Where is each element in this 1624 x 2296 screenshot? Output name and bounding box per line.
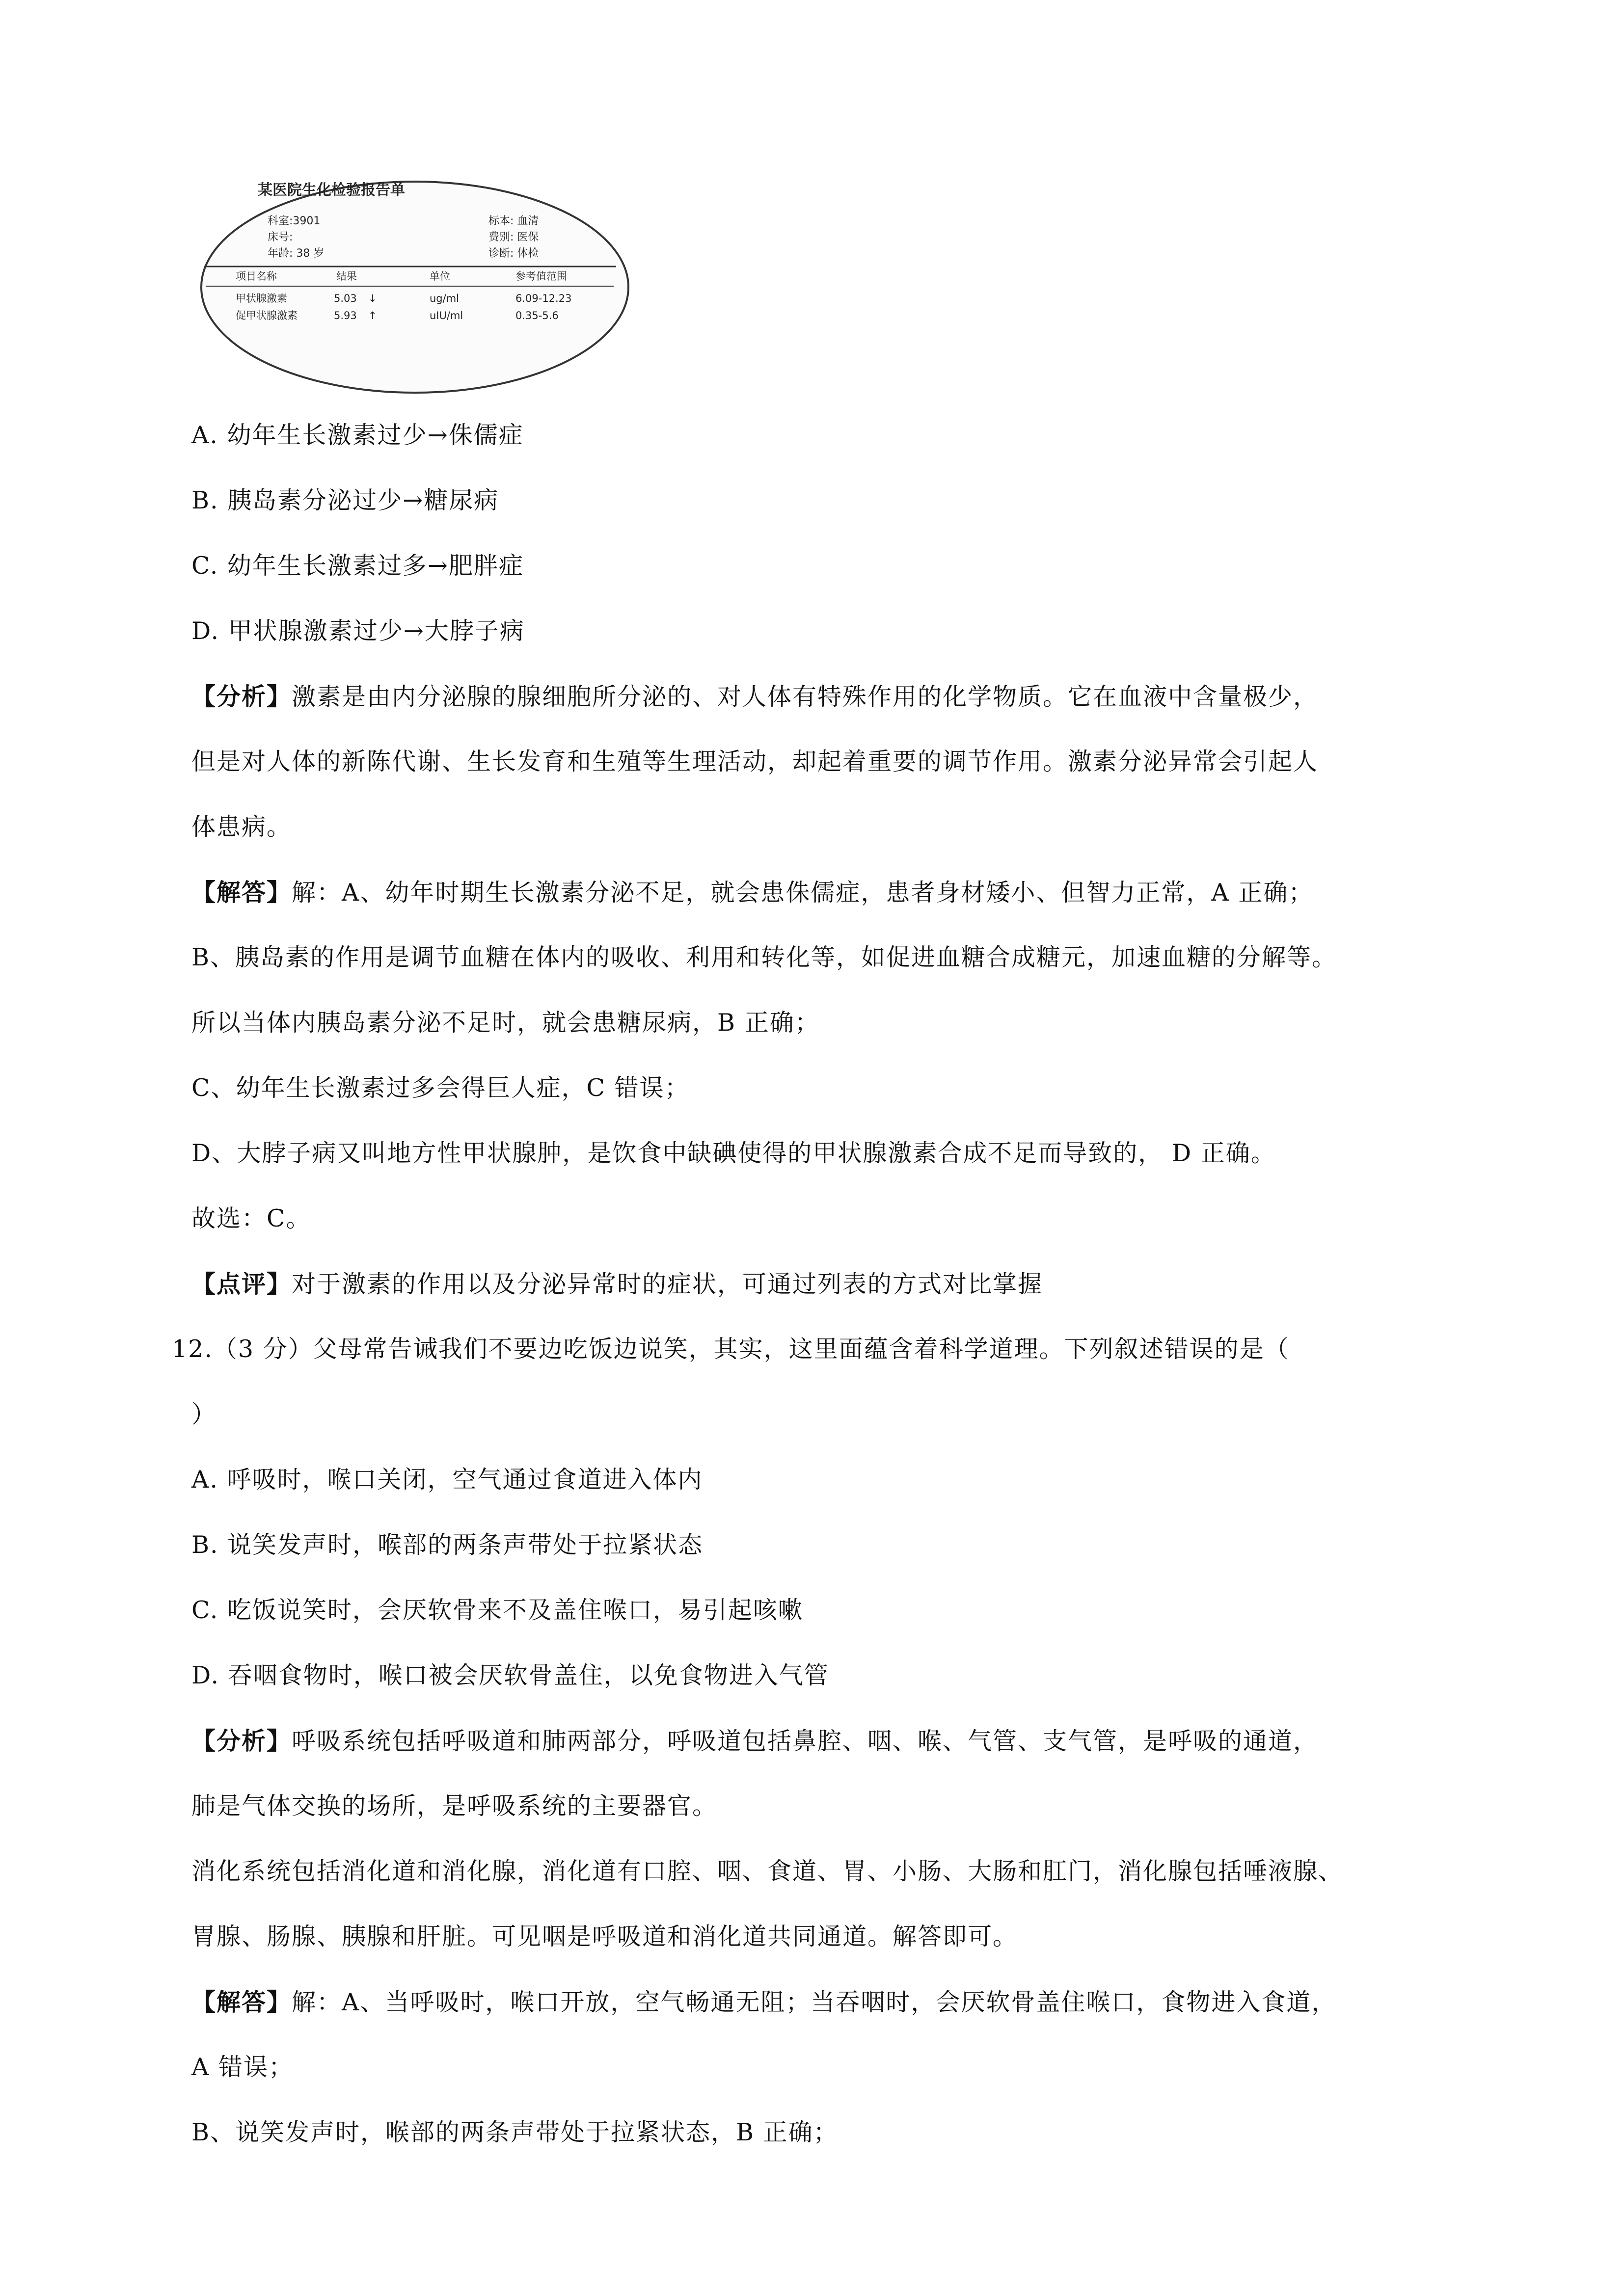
q11-answer-line [191, 875, 1313, 910]
q12-analysis-line: 消化系统包括消化道和消化腺，消化道有口腔、咽、食道、胃、小肠、大肠和肛门，消化腺包括唾液腺、 [191, 1857, 1344, 1885]
q12-option-b: B. 说笑发声时，喉部的两条声带处于拉紧状态 [191, 1531, 704, 1559]
q11-answer-line: D、大脖子病又叫地方性甲状腺肿，是饮食中缺碘使得的甲状腺激素合成不足而导致的， D 正确。 [191, 1139, 1276, 1167]
q12-option-a: A. 呼吸时，喉口关闭，空气通过食道进入体内 [191, 1466, 703, 1494]
q11-answer-line: C、幼年生长激素过多会得巨人症，C 错误； [191, 1074, 690, 1102]
q12-answer-line: A 错误； [191, 2053, 294, 2081]
q11-option-c: C. 幼年生长激素过多→肥胖症 [191, 552, 524, 580]
answer-text: 解：A、幼年时期生长激素分泌不足，就会患侏儒症，患者身材矮小、但智力正常，A 正确； [292, 879, 1314, 907]
q11-answer-line: 故选：C。 [191, 1204, 311, 1232]
report-header-unit: 单位 [430, 270, 450, 282]
report-row-flag: ↑ [368, 310, 377, 321]
report-row-ref: 6.09-12.23 [515, 293, 572, 304]
report-row-name: 甲状腺激素 [236, 293, 287, 304]
analysis-tag: 【分析】 [191, 1727, 292, 1755]
q12-analysis-line: 肺是气体交换的场所，是呼吸系统的主要器官。 [191, 1792, 718, 1820]
q11-option-b: B. 胰岛素分泌过少→糖尿病 [191, 486, 499, 514]
report-row-name: 促甲状腺激素 [236, 310, 298, 321]
review-tag: 【点评】 [191, 1270, 292, 1298]
lab-report-image [199, 179, 631, 395]
q12-answer-line: B、说笑发声时，喉部的两条声带处于拉紧状态，B 正确； [191, 2118, 839, 2146]
q11-option-a: A. 幼年生长激素过少→侏儒症 [191, 421, 524, 449]
q11-analysis-line: 体患病。 [191, 813, 292, 841]
report-row-result: 5.93 [334, 310, 357, 321]
report-age: 年龄: 38 岁 [268, 247, 325, 260]
answer-tag: 【解答】 [191, 878, 292, 907]
report-row-result: 5.03 [334, 293, 357, 304]
q11-analysis-line: 但是对人体的新陈代谢、生长发育和生殖等生理活动，却起着重要的调节作用。激素分泌异常会引起人 [191, 748, 1319, 775]
answer-tag: 【解答】 [191, 1988, 292, 2016]
q12-answer-line [191, 1985, 1336, 2020]
report-header-ref: 参考值范围 [515, 270, 567, 282]
q11-option-d: D. 甲状腺激素过少→大脖子病 [191, 617, 525, 645]
analysis-tag: 【分析】 [191, 682, 292, 711]
report-bed: 床号: [268, 231, 293, 243]
report-row-unit: ug/ml [430, 293, 460, 304]
report-header-name: 项目名称 [236, 270, 277, 282]
q12-stem: 12.（3 分）父母常告诫我们不要边吃饭边说笑，其实，这里面蕴含着科学道理。下列叙述错误的是（ [172, 1335, 1290, 1363]
q12-option-c: C. 吃饭说笑时，会厌软骨来不及盖住喉口，易引起咳嗽 [191, 1596, 803, 1624]
answer-text: 解：A、当呼吸时，喉口开放，空气畅通无阻；当吞咽时，会厌软骨盖住喉口，食物进入食道， [292, 1988, 1337, 2016]
report-header-result: 结果 [336, 270, 357, 282]
q12-stem-end: ） [191, 1400, 217, 1428]
review-text: 对于激素的作用以及分泌异常时的症状，可通过列表的方式对比掌握 [292, 1270, 1043, 1298]
report-dept: 科室:3901 [268, 215, 321, 227]
q11-analysis-line [191, 679, 1318, 714]
q11-answer-line: B、胰岛素的作用是调节血糖在体内的吸收、利用和转化等，如促进血糖合成糖元，加速血糖的分解等。 [191, 943, 1337, 971]
report-payment: 费别: 医保 [488, 231, 539, 243]
q12-option-d: D. 吞咽食物时，喉口被会厌软骨盖住，以免食物进入气管 [191, 1661, 829, 1689]
q11-answer-line: 所以当体内胰岛素分泌不足时，就会患糖尿病，B 正确； [191, 1009, 820, 1037]
report-row-ref: 0.35-5.6 [515, 310, 559, 321]
analysis-text: 呼吸系统包括呼吸道和肺两部分，呼吸道包括鼻腔、咽、喉、气管、支气管，是呼吸的通道， [292, 1727, 1319, 1755]
q11-review-line [191, 1267, 1043, 1302]
q12-analysis-line: 胃腺、肠腺、胰腺和肝脏。可见咽是呼吸道和消化道共同通道。解答即可。 [191, 1922, 1018, 1950]
analysis-text: 激素是由内分泌腺的腺细胞所分泌的、对人体有特殊作用的化学物质。它在血液中含量极少， [292, 683, 1319, 711]
q12-analysis-line [191, 1724, 1318, 1759]
report-row-flag: ↓ [368, 293, 377, 304]
report-specimen: 标本: 血清 [488, 215, 539, 227]
report-row-unit: uIU/ml [430, 310, 463, 321]
report-title: 某医院生化检验报告单 [258, 182, 405, 199]
report-diagnosis: 诊断: 体检 [488, 247, 539, 260]
